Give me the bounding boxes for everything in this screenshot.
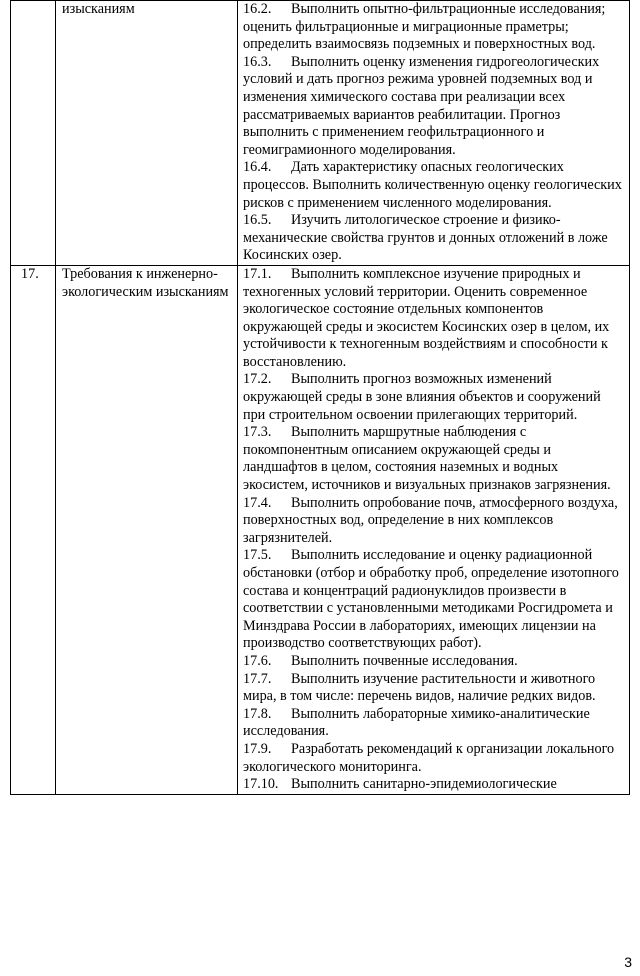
list-item	[243, 424, 625, 494]
requirement-items	[238, 1, 630, 266]
item-number: 17.7.	[243, 670, 272, 687]
item-number: 17.3.	[243, 424, 272, 441]
list-item	[243, 54, 625, 160]
item-text: Выполнить маршрутные наблюдения с покомпонентным описанием окружающей среды и ландшафтов в целом, состояния наземных и водных экосистем, источников и визуальных признаков загрязнения.	[243, 424, 611, 494]
item-number: 17.8.	[243, 705, 272, 722]
page-number: 3	[624, 954, 632, 970]
item-number: 17.4.	[243, 494, 272, 511]
list-item	[243, 706, 625, 741]
list-item	[243, 371, 625, 424]
list-item	[243, 671, 625, 706]
item-number: 16.5.	[243, 212, 272, 229]
item-number: 16.3.	[243, 53, 272, 70]
requirements-table-body	[11, 1, 630, 795]
requirements-table	[10, 0, 630, 795]
item-text: Выполнить санитарно-эпидемиологические	[291, 776, 557, 793]
item-number: 16.2.	[243, 1, 272, 17]
item-number: 16.4.	[243, 159, 272, 176]
item-text: Выполнить опробование почв, атмосферного воздуха, поверхностных вод, определение в них комплексов загрязнителей.	[243, 494, 618, 546]
item-number: 17.2.	[243, 371, 272, 388]
requirement-title: изысканиям	[56, 1, 238, 266]
requirement-items	[238, 265, 630, 794]
list-item	[243, 653, 625, 671]
list-item	[243, 547, 625, 653]
item-text: Выполнить опытно-фильтрационные исследования; оценить фильтрационные и миграционные праметры; определить взаимосвязь подземных и поверхностных вод.	[243, 1, 606, 53]
row-number	[11, 1, 56, 266]
requirement-title: Требования к инженерно-экологическим изысканиям	[56, 265, 238, 794]
item-text: Выполнить исследование и оценку радиационной обстановки (отбор и обработку проб, определение изотопного состава и концентраций радионуклидов произвести в соответствии с установленными методиками Росгидромета и Минздрава России в лабораториях, имеющих лицензии на производство соответствующих работ).	[243, 547, 619, 652]
item-text: Выполнить лабораторные химико-аналитические исследования.	[243, 705, 590, 740]
list-item	[243, 741, 625, 776]
item-text: Разработать рекомендаций к организации локального экологического мониторинга.	[243, 740, 615, 775]
table-row	[11, 265, 630, 794]
item-text: Выполнить комплексное изучение природных и техногенных условий территории. Оценить современное экологическое состояние отдельных компонентов окружающей среды и экосистем Косинских озер в целом, их устойчивости к техногенным воздействиям и способности к восстановлению.	[243, 265, 610, 370]
table-row	[11, 1, 630, 266]
list-item	[243, 212, 625, 265]
item-text: Изучить литологическое строение и физико-механические свойства грунтов и донных отложений в ложе Косинских озер.	[243, 212, 608, 264]
item-number: 17.5.	[243, 547, 272, 564]
item-text: Выполнить оценку изменения гидрогеологических условий и дать прогноз режима уровней подземных вод и изменения химического состава при реализации всех рассматриваемых вариантов реабилитации. Прогноз выполнить с применением геофильтрационного и геомиграмионного моделирования.	[243, 53, 600, 158]
item-number: 17.10.	[243, 776, 279, 793]
item-text: Выполнить почвенные исследования.	[291, 652, 518, 669]
item-number: 17.6.	[243, 652, 272, 669]
item-number: 17.9.	[243, 740, 272, 757]
item-text: Выполнить прогноз возможных изменений окружающей среды в зоне влияния объектов и сооружений при строительном освоении прилегающих территорий.	[243, 371, 601, 423]
item-number: 17.1.	[243, 265, 272, 282]
list-item	[243, 776, 625, 794]
list-item	[243, 1, 625, 54]
list-item	[243, 159, 625, 212]
item-text: Выполнить изучение растительности и животного мира, в том числе: перечень видов, наличие редких видов.	[243, 670, 596, 705]
list-item	[243, 495, 625, 548]
item-text: Дать характеристику опасных геологических процессов. Выполнить количественную оценку геологических рисков с применением численного моделирования.	[243, 159, 622, 211]
list-item	[243, 266, 625, 372]
row-number: 17.	[11, 265, 56, 794]
